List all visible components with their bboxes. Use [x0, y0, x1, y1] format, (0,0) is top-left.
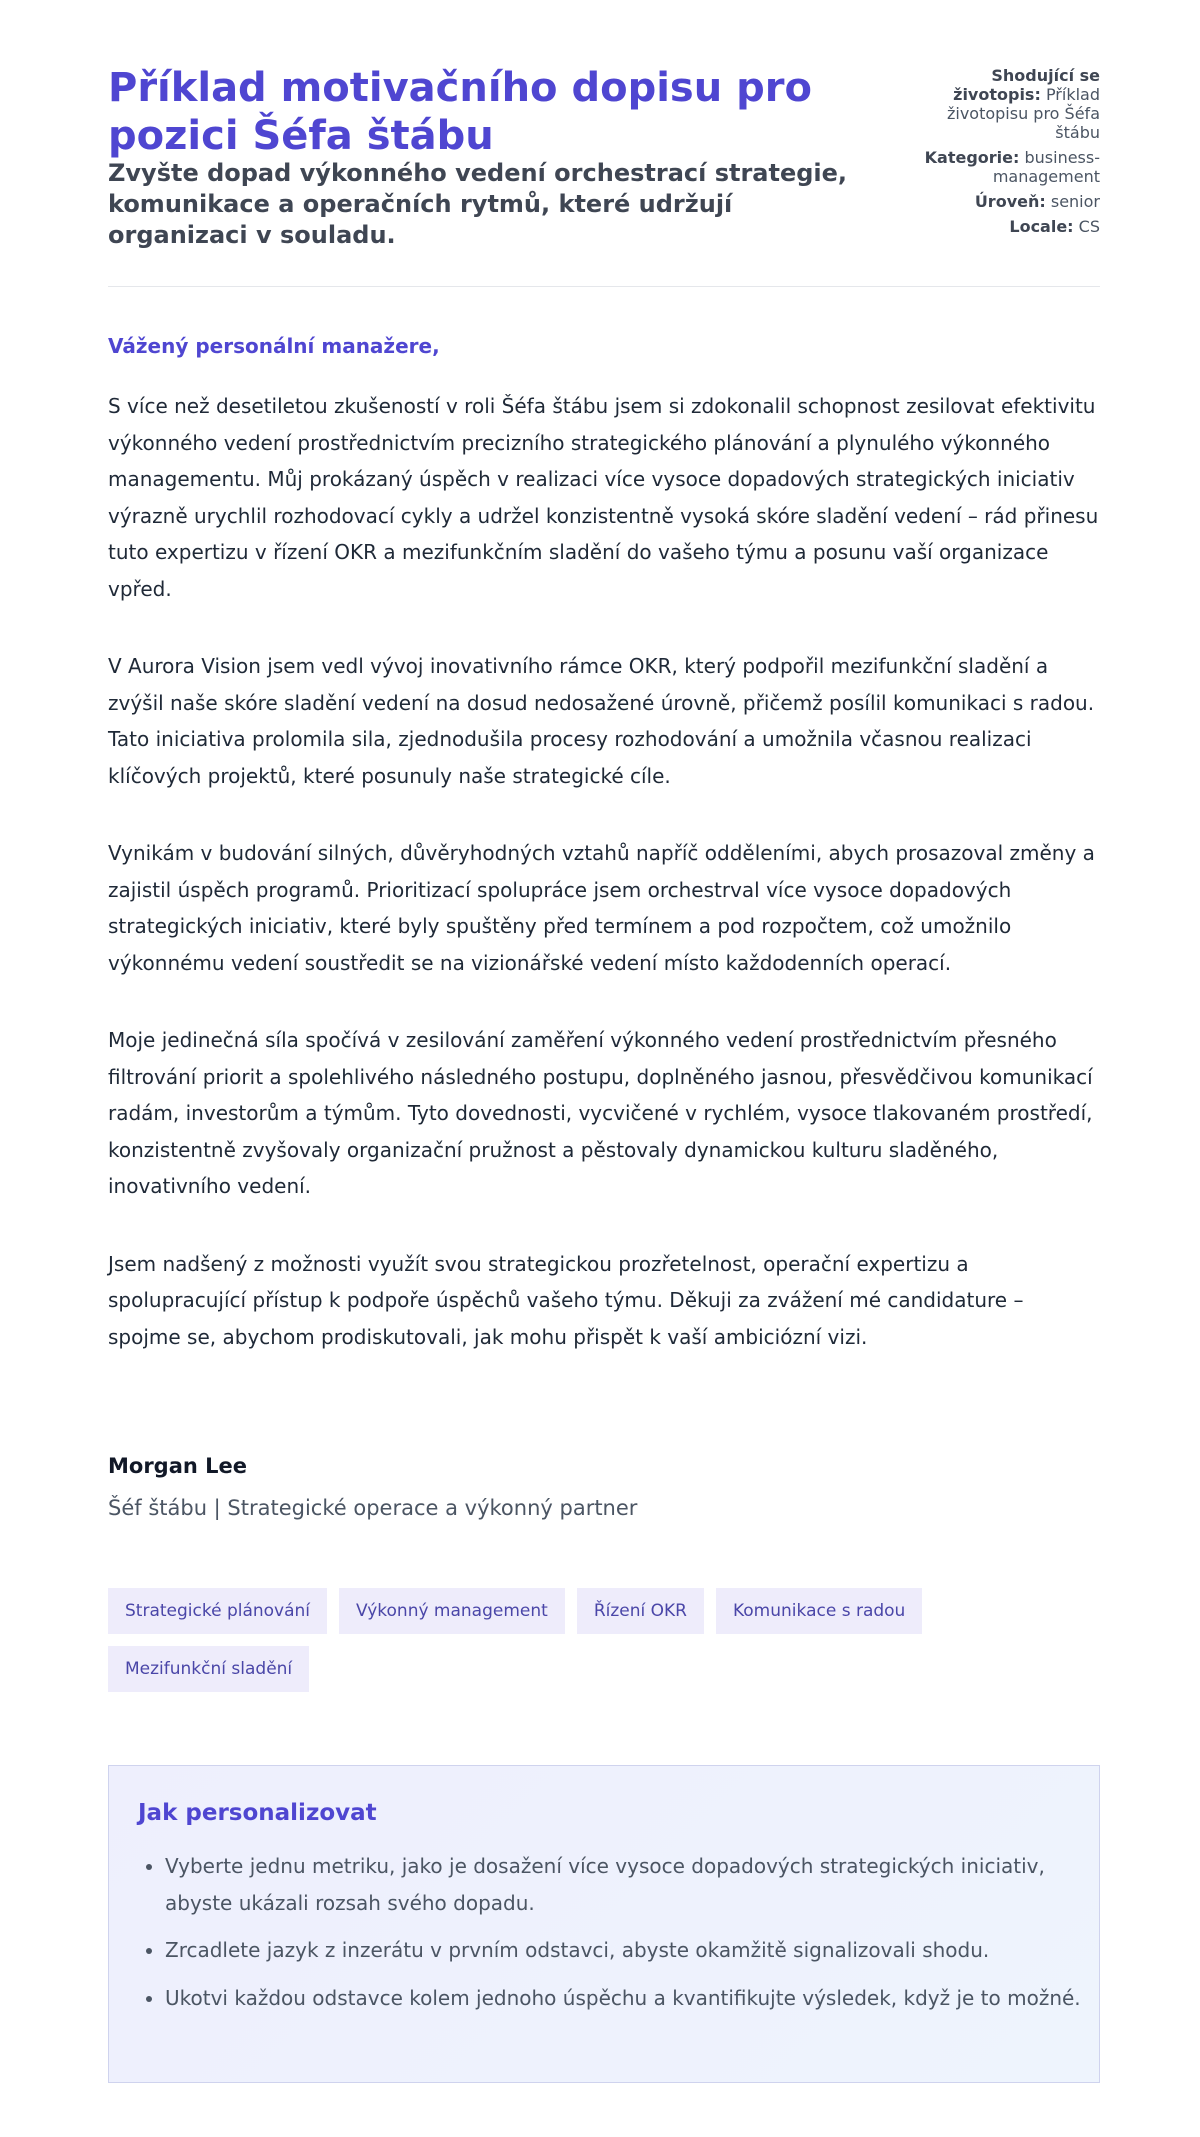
skill-tags: [108, 1588, 1100, 1692]
meta-category: [900, 148, 1100, 186]
meta-label: Shodující se životopis:: [953, 66, 1100, 104]
skill-tag: Mezifunkční sladění: [108, 1646, 309, 1692]
personalization-tips-card: [108, 1765, 1100, 2083]
meta-panel: [900, 66, 1100, 242]
skill-tag: Komunikace s radou: [716, 1588, 922, 1634]
letter-paragraph: Jsem nadšený z možnosti využít svou strategickou prozřetelnost, operační expertizu a spolupracující přístup k podpoře úspěchů vašeho týmu. Děkuji za zvážení mé candidature – spojme se, abychom prodiskutovali, jak mohu přispět k vaší ambiciózní vizi.: [108, 1251, 1024, 1349]
tip-item: • Zrcadlete jazyk z inzerátu v prvním odstavci, abyste okamžitě signalizovali shodu.: [165, 1932, 1085, 1969]
skill-tag: Řízení OKR: [577, 1588, 704, 1634]
meta-value: CS: [1078, 217, 1100, 236]
tips-list: [138, 1848, 1085, 2027]
meta-value: business-management: [992, 148, 1100, 186]
letter-paragraph: V Aurora Vision jsem vedl vývoj inovativního rámce OKR, který podpořil mezifunkční sladění a zvýšil naše skóre sladění vedení na dosud nedosažené úrovně, přičemž posílil komunikaci s radou. Tato iniciativa prolomila sila, zjednodušila procesy rozhodování a umožnila včasnou realizaci klíčových projektů, které posunuly naše strategické cíle.: [108, 654, 1095, 788]
page-title: Příklad motivačního dopisu pro pozici Šéfa štábu: [108, 65, 812, 159]
skill-tag: Strategické plánování: [108, 1588, 327, 1634]
letter-greeting: Vážený personální manažere,: [108, 334, 440, 358]
meta-value: Příklad životopisu pro Šéfa štábu: [946, 85, 1100, 142]
tips-title: Jak personalizovat: [138, 1800, 377, 1826]
signature-block: [108, 1452, 1100, 1522]
meta-label: Kategorie:: [924, 148, 1020, 167]
meta-locale: [900, 217, 1100, 236]
tip-item: • Ukotvi každou odstavce kolem jednoho úspěchu a kvantifikujte výsledek, když je to možné.: [165, 1980, 1085, 2017]
meta-value: senior: [1050, 192, 1100, 211]
document-page: [108, 0, 1100, 2010]
letter-paragraph: Moje jedinečná síla spočívá v zesilování zaměření výkonného vedení prostřednictvím přesného filtrování priorit a spolehlivého následného postupu, doplněného jasnou, přesvědčivou komunikací radám, investorům a týmům. Tyto dovednosti, vycvičené v rychlém, vysoce tlakovaném prostředí, konzistentně zvyšovaly organizační pružnost a pěstovaly dynamickou kulturu sladěného, inovativního vedení.: [108, 1028, 1093, 1198]
meta-label: Úroveň:: [974, 192, 1046, 211]
letter-paragraph: Vynikám v budování silných, důvěryhodných vztahů napříč odděleními, abych prosazoval změny a zajistil úspěch programů. Prioritizací spolupráce jsem orchestrval více vysoce dopadových strategických iniciativ, které byly spuštěny před termínem a pod rozpočtem, což umožnilo výkonnému vedení soustředit se na vizionářské vedení místo každodenních operací.: [108, 841, 1095, 975]
tip-item: • Vyberte jednu metriku, jako je dosažení více vysoce dopadových strategických iniciativ, abyste ukázali rozsah svého dopadu.: [165, 1848, 1085, 1921]
skill-tag: Výkonný management: [339, 1588, 565, 1634]
signature-name: Morgan Lee: [108, 1454, 248, 1478]
page-subtitle: Zvyšte dopad výkonného vedení orchestrací strategie, komunikace a operačních rytmů, které udržují organizaci v souladu.: [108, 159, 848, 249]
letter-body: [108, 332, 1100, 1355]
meta-label: Locale:: [1009, 217, 1074, 236]
document-header: [108, 0, 1100, 287]
letter-paragraph: S více než desetiletou zkušeností v roli Šéfa štábu jsem si zdokonalil schopnost zesilovat efektivitu výkonného vedení prostřednictvím precizního strategického plánování a plynulého výkonného managementu. Můj prokázaný úspěch v realizaci více vysoce dopadových strategických iniciativ výrazně urychlil rozhodovací cykly a udržel konzistentně vysoká skóre sladění vedení – rád přinesu tuto expertizu v řízení OKR a mezifunkčním sladění do vašeho týmu a posunu vaší organizace vpřed.: [108, 394, 1099, 601]
meta-level: [900, 192, 1100, 211]
signature-role: Šéf štábu | Strategické operace a výkonný partner: [108, 1496, 638, 1520]
meta-matching-resume: [900, 66, 1100, 142]
